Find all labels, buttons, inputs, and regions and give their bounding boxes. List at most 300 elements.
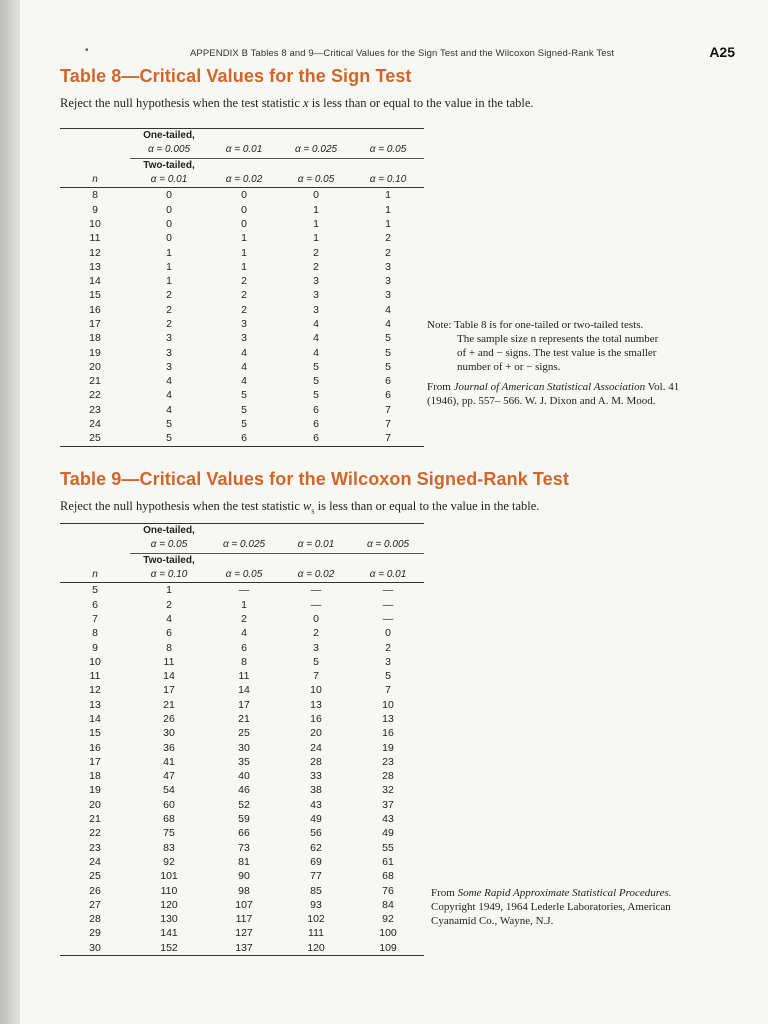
- critical-value-cell: 49: [382, 827, 394, 840]
- table-row: [60, 669, 424, 683]
- table9-instruction-sub: s: [311, 506, 315, 516]
- critical-value-cell: 52: [238, 798, 250, 811]
- n-cell: 14: [89, 275, 101, 288]
- table-row: [60, 374, 424, 388]
- table-row: [60, 612, 424, 626]
- critical-value-cell: 2: [166, 318, 172, 330]
- critical-value-cell: 7: [385, 403, 391, 416]
- critical-value-cell: 111: [308, 927, 324, 940]
- critical-value-cell: 2: [241, 303, 247, 316]
- critical-value-cell: 54: [163, 784, 175, 797]
- page-binding-edge: [0, 0, 20, 1024]
- source-line: Copyright 1949, 1964 Lederle Laboratories, American: [431, 901, 671, 913]
- critical-value-cell: 2: [241, 275, 247, 288]
- n-cell: 13: [89, 698, 101, 711]
- critical-value-cell: 6: [313, 403, 319, 416]
- critical-value-cell: 1: [385, 217, 391, 230]
- critical-value-cell: —: [382, 598, 394, 611]
- n-cell: 11: [89, 232, 101, 245]
- critical-value-cell: 5: [166, 418, 172, 431]
- textbook-page: [20, 0, 768, 1024]
- n-cell: 6: [92, 598, 98, 611]
- critical-value-cell: 17: [163, 684, 175, 697]
- n-cell: 21: [89, 813, 101, 826]
- n-cell: 5: [92, 584, 98, 597]
- critical-value-cell: 6: [280, 431, 352, 446]
- critical-value-cell: 109: [352, 941, 424, 956]
- table9-two-tailed-alpha: α = 0.10: [150, 569, 188, 581]
- critical-value-cell: 1: [166, 260, 172, 273]
- table8-two-tailed-alpha: α = 0.05: [297, 174, 335, 186]
- critical-value-cell: 4: [166, 389, 172, 402]
- n-cell: 10: [89, 655, 101, 668]
- table-row: [60, 726, 424, 740]
- critical-value-cell: 7: [352, 431, 424, 446]
- table9-two-tailed-alpha: α = 0.05: [225, 569, 263, 581]
- critical-value-cell: 13: [310, 698, 322, 711]
- critical-value-cell: —: [382, 584, 394, 597]
- n-cell: 9: [92, 641, 98, 654]
- critical-value-cell: 3: [166, 360, 172, 373]
- critical-value-cell: 20: [310, 727, 322, 740]
- n-cell: 13: [89, 260, 101, 273]
- table-row: [60, 245, 424, 259]
- critical-value-cell: 3: [385, 289, 391, 302]
- table-row: [60, 274, 424, 288]
- critical-value-cell: 2: [385, 641, 391, 654]
- critical-value-cell: 16: [382, 727, 394, 740]
- critical-value-cell: 98: [238, 884, 250, 897]
- critical-value-cell: 0: [166, 203, 172, 216]
- critical-value-cell: 4: [385, 303, 391, 316]
- table9-one-tailed-alpha: α = 0.025: [222, 539, 266, 551]
- n-cell: 22: [89, 827, 101, 840]
- critical-value-cell: 75: [163, 827, 175, 840]
- critical-value-cell: 92: [382, 913, 394, 926]
- critical-value-cell: 2: [241, 612, 247, 625]
- table8-two-tailed-alpha: α = 0.02: [225, 174, 263, 186]
- table-row: [60, 597, 424, 611]
- critical-value-cell: 5: [385, 670, 391, 683]
- table-row: [60, 202, 424, 216]
- critical-value-cell: 4: [241, 360, 247, 373]
- table-row: [60, 926, 424, 940]
- critical-value-cell: 5: [313, 655, 319, 668]
- n-cell: 16: [89, 741, 101, 754]
- table9-one-tailed-alpha: α = 0.005: [366, 539, 410, 551]
- n-cell: 20: [89, 798, 101, 811]
- n-cell: 19: [89, 784, 101, 797]
- critical-value-cell: 37: [382, 798, 394, 811]
- critical-value-cell: 4: [313, 332, 319, 345]
- critical-value-cell: 69: [310, 855, 322, 868]
- critical-value-cell: 36: [163, 741, 175, 754]
- critical-value-cell: 8: [166, 641, 172, 654]
- critical-value-cell: 1: [241, 598, 247, 611]
- critical-value-cell: 49: [310, 813, 322, 826]
- critical-value-cell: 32: [382, 784, 394, 797]
- running-title: APPENDIX B Tables 8 and 9—Critical Values for the Sign Test and the Wilcoxon Signed-Rank Test: [190, 48, 615, 59]
- n-cell: 17: [89, 318, 101, 330]
- critical-value-cell: 100: [379, 927, 397, 940]
- critical-value-cell: 110: [160, 884, 178, 897]
- n-cell: 12: [89, 684, 101, 697]
- table-row: [60, 360, 424, 374]
- table8-two-tailed-label: Two-tailed,: [143, 159, 195, 171]
- table-row: [60, 798, 424, 812]
- n-cell: 11: [89, 670, 101, 683]
- n-cell: 30: [60, 941, 130, 956]
- critical-value-cell: 107: [235, 898, 253, 911]
- table-row: [60, 217, 424, 231]
- critical-value-cell: 30: [238, 741, 250, 754]
- critical-value-cell: 6: [166, 627, 172, 640]
- table-row: [60, 303, 424, 317]
- critical-value-cell: 0: [166, 232, 172, 245]
- critical-value-cell: 152: [130, 941, 208, 956]
- n-cell: 20: [89, 360, 101, 373]
- table8-body: [60, 188, 424, 446]
- critical-value-cell: 1: [313, 217, 319, 230]
- critical-value-cell: 1: [385, 189, 391, 202]
- critical-value-cell: 4: [166, 375, 172, 388]
- table-row: [60, 740, 424, 754]
- critical-value-cell: 7: [313, 670, 319, 683]
- critical-value-cell: 3: [385, 275, 391, 288]
- table-row: [60, 640, 424, 654]
- table-row: [60, 403, 424, 417]
- critical-value-cell: 73: [238, 841, 250, 854]
- critical-value-cell: 2: [166, 303, 172, 316]
- n-cell: 24: [89, 418, 101, 431]
- table8-critical-values: [60, 128, 424, 447]
- critical-value-cell: 0: [241, 217, 247, 230]
- critical-value-cell: —: [382, 612, 394, 625]
- table8-one-tailed-alpha: α = 0.05: [369, 144, 407, 156]
- n-cell: 10: [89, 217, 101, 230]
- n-cell: 29: [89, 927, 101, 940]
- n-cell: 15: [89, 727, 101, 740]
- critical-value-cell: 43: [382, 813, 394, 826]
- header-bullet: •: [85, 45, 89, 56]
- table-row: [60, 755, 424, 769]
- table-row: [60, 712, 424, 726]
- critical-value-cell: 5: [130, 431, 208, 446]
- critical-value-cell: 1: [313, 203, 319, 216]
- critical-value-cell: 93: [310, 898, 322, 911]
- critical-value-cell: 11: [163, 655, 175, 668]
- n-cell: 9: [92, 203, 98, 216]
- table-row: [60, 388, 424, 402]
- critical-value-cell: 127: [235, 927, 253, 940]
- table-row: [60, 783, 424, 797]
- critical-value-cell: 2: [166, 289, 172, 302]
- critical-value-cell: 1: [241, 246, 247, 259]
- critical-value-cell: 4: [241, 346, 247, 359]
- critical-value-cell: 4: [313, 346, 319, 359]
- table8-title: Table 8—Critical Values for the Sign Test: [60, 66, 412, 86]
- critical-value-cell: 76: [382, 884, 394, 897]
- critical-value-cell: —: [310, 598, 322, 611]
- critical-value-cell: 117: [235, 913, 253, 926]
- table9-one-tailed-alpha: α = 0.01: [297, 539, 335, 551]
- critical-value-cell: 60: [163, 798, 175, 811]
- critical-value-cell: 47: [163, 770, 175, 783]
- critical-value-cell: 2: [385, 246, 391, 259]
- critical-value-cell: 2: [241, 289, 247, 302]
- n-cell: 8: [92, 627, 98, 640]
- critical-value-cell: 14: [238, 684, 250, 697]
- n-cell: 18: [89, 332, 101, 345]
- table-row: [60, 583, 424, 598]
- critical-value-cell: 21: [163, 698, 175, 711]
- critical-value-cell: 3: [385, 655, 391, 668]
- table8-one-tailed-label: One-tailed,: [130, 129, 208, 144]
- n-cell: 22: [89, 389, 101, 402]
- critical-value-cell: 3: [241, 318, 247, 330]
- table-row: [60, 812, 424, 826]
- table-row: [60, 698, 424, 712]
- critical-value-cell: 19: [382, 741, 394, 754]
- table-row: [60, 655, 424, 669]
- critical-value-cell: 5: [241, 403, 247, 416]
- critical-value-cell: 2: [313, 260, 319, 273]
- critical-value-cell: 5: [385, 346, 391, 359]
- critical-value-cell: 6: [385, 389, 391, 402]
- table8-one-tailed-alpha: α = 0.025: [294, 144, 338, 156]
- table-row: [60, 869, 424, 883]
- critical-value-cell: 1: [166, 275, 172, 288]
- critical-value-cell: 2: [313, 627, 319, 640]
- n-cell: 8: [92, 189, 98, 202]
- critical-value-cell: 3: [385, 260, 391, 273]
- source-line: (1946), pp. 557– 566. W. J. Dixon and A. M. Mood.: [427, 395, 656, 407]
- critical-value-cell: 14: [163, 670, 175, 683]
- critical-value-cell: 28: [310, 755, 322, 768]
- note-line: The sample size n represents the total number: [457, 333, 659, 345]
- n-cell: 21: [89, 375, 101, 388]
- critical-value-cell: 6: [241, 641, 247, 654]
- table8-one-tailed-alpha: α = 0.01: [225, 144, 263, 156]
- critical-value-cell: 3: [313, 303, 319, 316]
- critical-value-cell: 46: [238, 784, 250, 797]
- critical-value-cell: 2: [166, 598, 172, 611]
- table9-two-tailed-alpha: α = 0.01: [369, 569, 407, 581]
- table-row: [60, 188, 424, 203]
- critical-value-cell: 0: [313, 612, 319, 625]
- critical-value-cell: 1: [241, 260, 247, 273]
- critical-value-cell: 56: [310, 827, 322, 840]
- critical-value-cell: 3: [313, 641, 319, 654]
- page-number: A25: [709, 44, 735, 60]
- critical-value-cell: 1: [166, 584, 172, 597]
- critical-value-cell: 1: [241, 232, 247, 245]
- critical-value-cell: 10: [310, 684, 322, 697]
- critical-value-cell: 24: [310, 741, 322, 754]
- critical-value-cell: 0: [166, 217, 172, 230]
- critical-value-cell: 4: [166, 612, 172, 625]
- table-row: [60, 231, 424, 245]
- critical-value-cell: 59: [238, 813, 250, 826]
- table9-source-note: [431, 886, 672, 928]
- source-text: Vol. 41: [645, 381, 680, 393]
- table9-two-tailed-label: Two-tailed,: [143, 554, 195, 566]
- critical-value-cell: 25: [238, 727, 250, 740]
- critical-value-cell: 5: [385, 332, 391, 345]
- n-cell: 16: [89, 303, 101, 316]
- critical-value-cell: 0: [241, 189, 247, 202]
- critical-value-cell: 3: [166, 346, 172, 359]
- table9-critical-values: [60, 523, 424, 956]
- source-line: Cyanamid Co., Wayne, N.J.: [431, 915, 554, 927]
- table-row: [60, 898, 424, 912]
- n-cell: 23: [89, 403, 101, 416]
- table-row: [60, 431, 424, 446]
- source-text: From: [427, 381, 454, 393]
- n-cell: 17: [89, 755, 101, 768]
- table8-instruction-text-a: Reject the null hypothesis when the test statistic: [60, 96, 304, 110]
- running-header: [85, 44, 735, 62]
- critical-value-cell: 81: [238, 855, 250, 868]
- critical-value-cell: —: [310, 584, 322, 597]
- table8-n-header: n: [60, 173, 130, 188]
- critical-value-cell: 2: [385, 232, 391, 245]
- critical-value-cell: 40: [238, 770, 250, 783]
- critical-value-cell: 35: [238, 755, 250, 768]
- critical-value-cell: 0: [241, 203, 247, 216]
- critical-value-cell: 23: [382, 755, 394, 768]
- critical-value-cell: 2: [313, 246, 319, 259]
- critical-value-cell: 21: [238, 713, 250, 725]
- table8-two-tailed-alpha: α = 0.10: [369, 174, 407, 186]
- n-cell: 25: [89, 870, 101, 883]
- n-cell: 28: [89, 913, 101, 926]
- critical-value-cell: 84: [382, 898, 394, 911]
- critical-value-cell: 5: [241, 418, 247, 431]
- n-cell: 27: [89, 898, 101, 911]
- critical-value-cell: 11: [238, 670, 250, 683]
- table-row: [60, 345, 424, 359]
- table9-body: [60, 583, 424, 956]
- critical-value-cell: —: [238, 584, 250, 597]
- critical-value-cell: 4: [385, 318, 391, 330]
- critical-value-cell: 90: [238, 870, 250, 883]
- source-text: From: [431, 887, 458, 899]
- table-row: [60, 912, 424, 926]
- table8-instruction-var: x: [303, 96, 309, 110]
- critical-value-cell: 4: [241, 375, 247, 388]
- table9-two-tailed-alpha: α = 0.02: [297, 569, 335, 581]
- table9-one-tailed-alpha: α = 0.05: [150, 539, 188, 551]
- critical-value-cell: 0: [166, 189, 172, 202]
- critical-value-cell: 16: [310, 713, 322, 725]
- table-row: [60, 626, 424, 640]
- critical-value-cell: 120: [280, 941, 352, 956]
- table-row: [60, 417, 424, 431]
- n-cell: 23: [89, 841, 101, 854]
- critical-value-cell: 4: [166, 403, 172, 416]
- table8-two-tailed-alpha: α = 0.01: [150, 174, 188, 186]
- table9-instruction-var: w: [303, 499, 312, 513]
- critical-value-cell: 141: [160, 927, 178, 940]
- table9-instruction: [60, 499, 539, 516]
- critical-value-cell: 92: [163, 855, 175, 868]
- critical-value-cell: 1: [313, 232, 319, 245]
- critical-value-cell: 3: [241, 332, 247, 345]
- critical-value-cell: 62: [310, 841, 322, 854]
- critical-value-cell: 7: [385, 684, 391, 697]
- critical-value-cell: 130: [160, 913, 178, 926]
- table-row: [60, 331, 424, 345]
- table8-one-tailed-alpha: α = 0.005: [147, 144, 191, 156]
- note-line: number of + or − signs.: [457, 361, 561, 373]
- note-line: Note: Table 8 is for one-tailed or two-tailed tests.: [427, 319, 644, 331]
- critical-value-cell: 41: [163, 755, 175, 768]
- critical-value-cell: 28: [382, 770, 394, 783]
- table9-instruction-text-a: Reject the null hypothesis when the test statistic: [60, 499, 304, 513]
- critical-value-cell: 5: [313, 360, 319, 373]
- table9-instruction-text-b: is less than or equal to the value in the table.: [314, 499, 540, 513]
- table-row: [60, 826, 424, 840]
- critical-value-cell: 6: [208, 431, 280, 446]
- critical-value-cell: 68: [382, 870, 394, 883]
- critical-value-cell: 0: [313, 189, 319, 202]
- critical-value-cell: 8: [241, 655, 247, 668]
- critical-value-cell: 5: [241, 389, 247, 402]
- table-row: [60, 317, 424, 331]
- table-row: [60, 683, 424, 697]
- critical-value-cell: 85: [310, 884, 322, 897]
- note-line: of + and − signs. The test value is the smaller: [457, 347, 657, 359]
- critical-value-cell: 5: [385, 360, 391, 373]
- critical-value-cell: 101: [160, 870, 178, 883]
- table-row: [60, 883, 424, 897]
- critical-value-cell: 3: [166, 332, 172, 345]
- critical-value-cell: 7: [385, 418, 391, 431]
- critical-value-cell: 120: [160, 898, 178, 911]
- table-row: [60, 941, 424, 956]
- critical-value-cell: 137: [208, 941, 280, 956]
- table8-instruction: [60, 96, 534, 111]
- table-row: [60, 841, 424, 855]
- table8-note: [427, 318, 679, 408]
- critical-value-cell: 6: [313, 418, 319, 431]
- critical-value-cell: 3: [313, 275, 319, 288]
- n-cell: 15: [89, 289, 101, 302]
- source-book: Some Rapid Approximate Statistical Procedures.: [457, 887, 672, 899]
- critical-value-cell: 38: [310, 784, 322, 797]
- critical-value-cell: 5: [313, 375, 319, 388]
- n-cell: 7: [92, 612, 98, 625]
- critical-value-cell: 3: [313, 289, 319, 302]
- critical-value-cell: 61: [382, 855, 394, 868]
- table9-title: Table 9—Critical Values for the Wilcoxon Signed-Rank Test: [60, 469, 569, 489]
- table8-source: [427, 380, 679, 394]
- table9-n-header: n: [60, 568, 130, 583]
- table-row: [60, 288, 424, 302]
- table9-one-tailed-label: One-tailed,: [130, 524, 208, 539]
- table-row: [60, 769, 424, 783]
- table8-instruction-text-b: is less than or equal to the value in the table.: [308, 96, 534, 110]
- critical-value-cell: 10: [382, 698, 394, 711]
- critical-value-cell: 26: [163, 713, 175, 725]
- table-row: [60, 855, 424, 869]
- critical-value-cell: 55: [382, 841, 394, 854]
- critical-value-cell: 77: [310, 870, 322, 883]
- critical-value-cell: 30: [163, 727, 175, 740]
- source-journal: Journal of American Statistical Association: [453, 381, 646, 393]
- n-cell: 12: [89, 246, 101, 259]
